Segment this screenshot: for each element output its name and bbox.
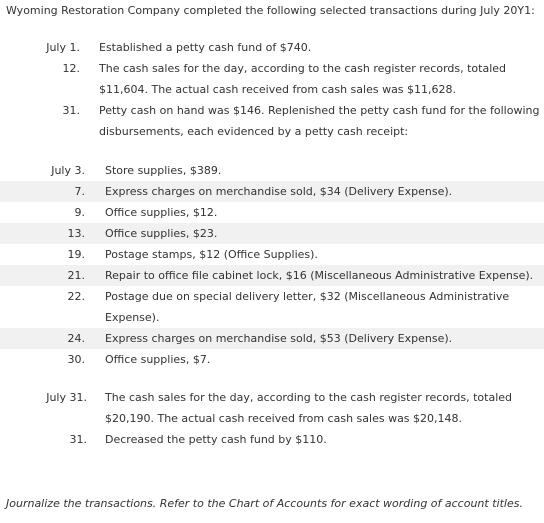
disbursement-date: 21. xyxy=(67,269,85,282)
transaction-description: Petty cash on hand was $146. Replenished the petty cash fund for the following disbursements, each evidenced by a petty cash receipt: xyxy=(99,104,540,138)
transaction-date: 31. xyxy=(69,433,87,446)
transaction-description: Decreased the petty cash fund by $110. xyxy=(105,433,327,446)
disbursement-row xyxy=(0,286,544,328)
disbursement-row xyxy=(0,223,544,244)
disbursement-description: Repair to office file cabinet lock, $16 (Miscellaneous Administrative Expense). xyxy=(105,269,534,282)
transaction-date: July 1. xyxy=(46,41,80,54)
disbursement-row xyxy=(0,328,544,349)
transaction-date: 31. xyxy=(62,104,80,117)
disbursement-date: 13. xyxy=(67,227,85,240)
disbursement-date: 7. xyxy=(74,185,85,198)
disbursement-row xyxy=(0,202,544,223)
disbursement-row xyxy=(0,160,544,181)
instructions-text: Journalize the transactions. Refer to the Chart of Accounts for exact wording of account titles. xyxy=(6,497,523,510)
disbursement-date: 19. xyxy=(67,248,85,261)
transaction-row xyxy=(0,58,544,100)
transaction-row xyxy=(0,37,544,58)
transaction-row xyxy=(0,429,544,450)
transaction-row xyxy=(0,387,544,429)
disbursement-date: 9. xyxy=(74,206,85,219)
disbursement-description: Store supplies, $389. xyxy=(105,164,222,177)
transaction-date: 12. xyxy=(62,62,80,75)
disbursement-description: Express charges on merchandise sold, $34 (Delivery Expense). xyxy=(105,185,453,198)
disbursement-row xyxy=(0,349,544,370)
disbursement-date: 24. xyxy=(67,332,85,345)
disbursement-description: Postage stamps, $12 (Office Supplies). xyxy=(105,248,318,261)
transaction-description: Established a petty cash fund of $740. xyxy=(99,41,312,54)
disbursement-date: 22. xyxy=(67,290,85,303)
transaction-description: The cash sales for the day, according to the cash register records, totaled $20,190. The actual cash received from cash sales was $20,148. xyxy=(105,391,513,425)
disbursement-row xyxy=(0,244,544,265)
disbursement-description: Office supplies, $12. xyxy=(105,206,218,219)
transaction-date: July 31. xyxy=(46,391,87,404)
disbursement-date: 30. xyxy=(67,353,85,366)
disbursement-row xyxy=(0,265,544,286)
transaction-row xyxy=(0,100,544,142)
disbursement-description: Postage due on special delivery letter, $32 (Miscellaneous Administrative Expense). xyxy=(105,290,510,324)
transaction-description: The cash sales for the day, according to the cash register records, totaled $11,604. The actual cash received from cash sales was $11,628. xyxy=(99,62,507,96)
disbursement-description: Express charges on merchandise sold, $53 (Delivery Expense). xyxy=(105,332,453,345)
intro-text: Wyoming Restoration Company completed the following selected transactions during July 20Y1: xyxy=(6,4,535,17)
disbursement-description: Office supplies, $23. xyxy=(105,227,218,240)
disbursement-description: Office supplies, $7. xyxy=(105,353,211,366)
disbursement-date: July 3. xyxy=(51,164,85,177)
disbursement-row xyxy=(0,181,544,202)
